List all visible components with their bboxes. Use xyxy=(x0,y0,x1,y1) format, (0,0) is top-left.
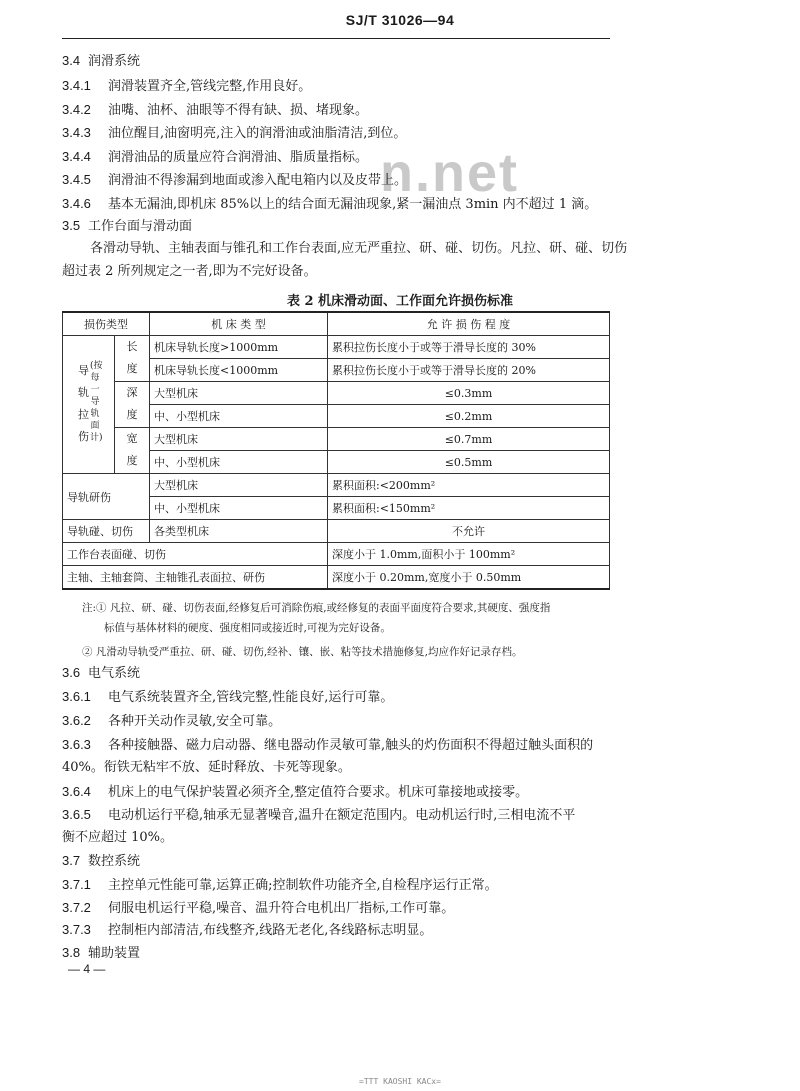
clause-3-4-4: 3.4.4 润滑油品的质量应符合润滑油、脂质量指标。 xyxy=(62,149,369,165)
machine-cell: 机床导轨长度>1000mm xyxy=(150,336,328,359)
allow-cell: ≤0.7mm xyxy=(328,428,610,451)
clause-3-6-3-cont: 40%。衔铁无粘牢不放、延时释放、卡死等现象。 xyxy=(62,760,351,775)
table-2-caption: 表 2 机床滑动面、工作面允许损伤标准 xyxy=(286,294,514,309)
header-machine-type: 机 床 类 型 xyxy=(150,312,328,336)
sub-length-label: 长度 xyxy=(126,340,138,375)
table-note-1-line-2: 标值与基体材料的硬度、强度相同或接近时,可视为完好设备。 xyxy=(104,622,391,634)
clause-3-4-2: 3.4.2 油嘴、油杯、油眼等不得有缺、损、堵现象。 xyxy=(62,102,369,118)
table-row xyxy=(63,566,610,590)
group-guide-grind: 导轨研伤 xyxy=(63,474,150,520)
clause-3-4-3: 3.4.3 油位醒目,油窗明亮,注入的润滑油或油脂清洁,到位。 xyxy=(62,125,407,141)
allow-cell: 累积面积:<150mm² xyxy=(328,497,610,520)
clause-3-4-5: 3.4.5 润滑油不得渗漏到地面或渗入配电箱内以及皮带上。 xyxy=(62,172,408,188)
clause-3-6-1: 3.6.1 电气系统装置齐全,管线完整,性能良好,运行可靠。 xyxy=(62,689,394,705)
machine-cell: 中、小型机床 xyxy=(150,497,328,520)
allow-cell: 深度小于 1.0mm,面积小于 100mm² xyxy=(328,543,610,566)
allow-cell: 累积拉伤长度小于或等于滑导长度的 20% xyxy=(328,359,610,382)
allow-cell: ≤0.2mm xyxy=(328,405,610,428)
machine-cell: 大型机床 xyxy=(150,428,328,451)
section-3-8-title: 3.8 辅助装置 xyxy=(62,945,141,961)
table-header-row xyxy=(63,312,610,336)
machine-cell: 大型机床 xyxy=(150,382,328,405)
clause-3-6-2: 3.6.2 各种开关动作灵敏,安全可靠。 xyxy=(62,713,282,729)
allow-cell: 累积拉伤长度小于或等于滑导长度的 30% xyxy=(328,336,610,359)
group-worktable: 工作台表面碰、切伤 xyxy=(63,543,328,566)
table-row xyxy=(63,520,610,543)
sub-length xyxy=(115,336,150,382)
header-rule xyxy=(62,38,610,39)
section-3-5-paragraph-cont: 超过表 2 所列规定之一者,即为不完好设备。 xyxy=(62,264,317,279)
sub-depth xyxy=(115,382,150,428)
table-row xyxy=(63,382,610,405)
clause-3-6-5: 3.6.5 电动机运行平稳,轴承无显著噪音,温升在额定范围内。电动机运行时,三相电流不平 xyxy=(62,807,576,823)
section-3-6-title: 3.6 电气系统 xyxy=(62,665,141,681)
watermark: n.net xyxy=(380,143,519,203)
section-3-7-title: 3.7 数控系统 xyxy=(62,853,141,869)
section-3-5-paragraph: 各滑动导轨、主轴表面与锥孔和工作台表面,应无严重拉、研、碰、切伤。凡拉、研、碰、切伤 xyxy=(90,241,628,256)
allow-cell: 累积面积:<200mm² xyxy=(328,474,610,497)
clause-3-7-1: 3.7.1 主控单元性能可靠,运算正确;控制软件功能齐全,自检程序运行正常。 xyxy=(62,877,498,893)
table-row xyxy=(63,336,610,359)
section-3-5-title: 3.5 工作台面与滑动面 xyxy=(62,218,193,234)
header-allowed-damage: 允 许 损 伤 程 度 xyxy=(328,312,610,336)
clause-3-7-2: 3.7.2 伺服电机运行平稳,噪音、温升符合电机出厂指标,工作可靠。 xyxy=(62,900,455,916)
group-guide-scratch-sub: (按每一导轨面计) xyxy=(90,361,103,443)
group-guide-scratch xyxy=(63,336,115,474)
clause-3-6-5-cont: 衡不应超过 10%。 xyxy=(62,830,174,845)
group-guide-bump: 导轨碰、切伤 xyxy=(63,520,150,543)
clause-3-6-3: 3.6.3 各种接触器、磁力启动器、继电器动作灵敏可靠,触头的灼伤面积不得超过触头面积的 xyxy=(62,737,594,753)
header-damage-type: 损伤类型 xyxy=(63,312,150,336)
sub-width xyxy=(115,428,150,474)
footer-watermark: =TTT KAOSHI KACx= xyxy=(359,1077,441,1086)
group-guide-scratch-label: 导轨拉伤 xyxy=(78,364,89,443)
table-row xyxy=(63,428,610,451)
sub-width-label: 宽度 xyxy=(126,432,138,467)
table-row xyxy=(63,474,610,497)
document-code-header: SJ/T 31026—94 xyxy=(345,12,455,28)
clause-3-6-4: 3.6.4 机床上的电气保护装置必须齐全,整定值符合要求。机床可靠接地或接零。 xyxy=(62,784,529,800)
clause-3-7-3: 3.7.3 控制柜内部清洁,布线整齐,线路无老化,各线路标志明显。 xyxy=(62,922,433,938)
page-number: — 4 — xyxy=(68,962,106,976)
damage-standards-table xyxy=(62,311,610,590)
table-note-1 xyxy=(82,598,634,638)
clause-3-4-6: 3.4.6 基本无漏油,即机床 85%以上的结合面无漏油现象,紧一漏油点 3min 内不超过 1 滴。 xyxy=(62,196,598,212)
table-note-1-line-1: 注:① 凡拉、研、碰、切伤表面,经修复后可消除伤痕,或经修复的表面平面度符合要求,其硬度、强度指 xyxy=(82,602,551,614)
machine-cell: 大型机床 xyxy=(150,474,328,497)
section-3-4-title: 3.4 润滑系统 xyxy=(62,53,141,69)
clause-3-4-1: 3.4.1 润滑装置齐全,管线完整,作用良好。 xyxy=(62,78,312,94)
allow-cell: 不允许 xyxy=(328,520,610,543)
table-note-2: ② 凡滑动导轨受严重拉、研、碰、切伤,经补、镶、嵌、粘等技术措施修复,均应作好记录存档。 xyxy=(82,646,523,658)
allow-cell: ≤0.5mm xyxy=(328,451,610,474)
machine-cell: 各类型机床 xyxy=(150,520,328,543)
machine-cell: 中、小型机床 xyxy=(150,405,328,428)
machine-cell: 机床导轨长度<1000mm xyxy=(150,359,328,382)
allow-cell: ≤0.3mm xyxy=(328,382,610,405)
table-row xyxy=(63,543,610,566)
machine-cell: 中、小型机床 xyxy=(150,451,328,474)
group-spindle: 主轴、主轴套筒、主轴锥孔表面拉、研伤 xyxy=(63,566,328,590)
allow-cell: 深度小于 0.20mm,宽度小于 0.50mm xyxy=(328,566,610,590)
sub-depth-label: 深度 xyxy=(126,386,138,421)
